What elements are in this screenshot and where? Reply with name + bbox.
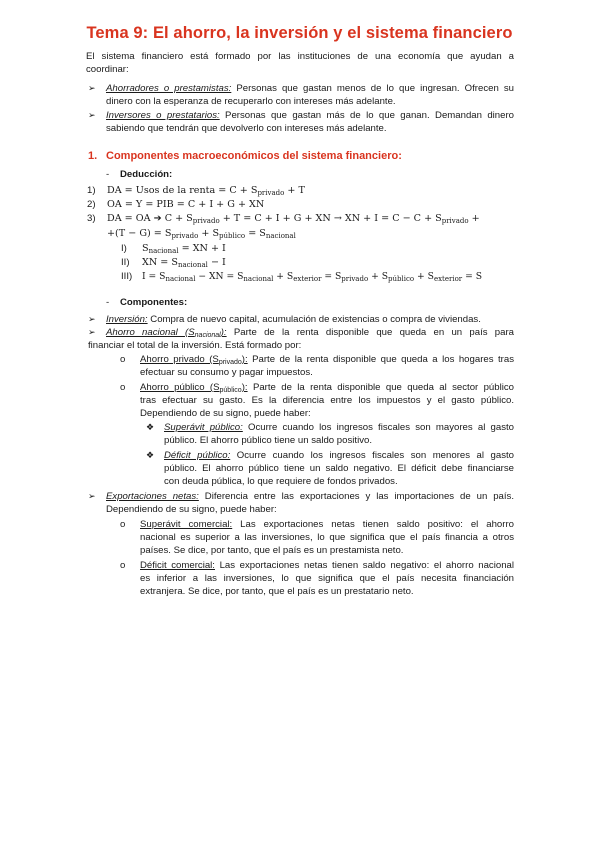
superavit-publico-line-1: Superávit público: Ocurre cuando los ingresos fiscales son mayores al gasto	[164, 422, 514, 433]
ahorro-privado-line-2: efectuar su consumo y pagar impuestos.	[140, 367, 313, 378]
result-3: $I = S_{nacional}$ − XN = $S_{nacional} + S_{exterior} = S_{privado} + S_{público} + S_{exterior} = S$	[142, 271, 482, 283]
deficit-comercial-line-1: Déficit comercial: Las exportaciones netas tienen saldo negativo: el ahorro nacional	[140, 560, 514, 571]
diamond-bullet-icon: ❖	[146, 422, 155, 432]
def-inversores-text: Personas que gastan más de lo que ganan. Demandan dinero	[219, 110, 514, 121]
ahorro-publico-line-1: Ahorro público $(S_{público})$: Parte de la renta disponible que queda al sector público	[140, 382, 514, 394]
page-title: Tema 9: El ahorro, la inversión y el sistema financiero	[86, 24, 513, 42]
equation-number: 1)	[87, 185, 96, 196]
ahorro-nacional-line-2: financiar el total de la inversión. Está formado por:	[88, 340, 302, 351]
exportaciones-line-2: Dependiendo de su signo, puede haber:	[106, 504, 277, 515]
intro-line-1: El sistema financiero está formado por las instituciones de una economía que ayudan a	[86, 51, 514, 62]
roman-number: I)	[121, 243, 127, 254]
intro-line-2: coordinar:	[86, 64, 129, 75]
deficit-publico-line-1: Déficit público: Ocurre cuando los ingresos fiscales son menores al gasto	[164, 450, 515, 461]
def-ahorradores-text: Personas que gastan menos de lo que ingresan. Ofrecen su	[231, 83, 514, 94]
equation-1: DA = Usos de la renta = $C + S_{privado} + T$	[107, 185, 305, 197]
equation-3-continued: $+(T - G) = S_{privado} + S_{público} = S_{nacional}$	[107, 228, 296, 240]
section-title: Componentes macroeconómicos del sistema financiero:	[106, 150, 402, 162]
superavit-comercial-line-3: países. Se dice, por tanto, que el país es un prestamista neto.	[140, 545, 404, 556]
ahorro-privado-line-1: Ahorro privado $(S_{privado})$: Parte de la renta disponible que queda a los hogares tras	[140, 354, 514, 366]
result-2: XN = $S_{nacional} - I$	[142, 257, 226, 269]
ahorro-publico-term: Ahorro público $(S_{público})$:	[140, 382, 248, 394]
equation-number: 2)	[87, 199, 96, 210]
dash-bullet: -	[106, 169, 110, 180]
dash-bullet: -	[106, 297, 110, 308]
def-ahorradores-line-1	[106, 82, 514, 95]
def-inversores-line-1	[106, 109, 514, 122]
circle-bullet-icon: o	[120, 560, 126, 571]
roman-number: III)	[121, 271, 133, 282]
result-1: $S_{nacional}$ = XN + I	[142, 243, 226, 255]
arrow-bullet-icon: ➢	[88, 491, 96, 501]
circle-bullet-icon: o	[120, 519, 126, 530]
diamond-bullet-icon: ❖	[146, 450, 155, 460]
ahorro-publico-line-2: tras efectuar su gasto. Es la diferencia entre los impuestos y el gasto público.	[140, 395, 514, 406]
deduccion-label: Deducción:	[120, 169, 173, 180]
superavit-publico-line-2: público. El ahorro público tiene un saldo positivo.	[164, 435, 372, 446]
arrow-bullet-icon: ➢	[88, 110, 96, 120]
equation-2: OA = Y = PIB = C + I + G + XN	[107, 199, 265, 210]
componentes-label: Componentes:	[120, 297, 188, 308]
circle-bullet-icon: o	[120, 382, 126, 393]
def-ahorradores-term: Ahorradores o prestamistas:	[106, 83, 232, 94]
deficit-comercial-line-2: es inferior a las inversiones, lo que significa que el país necesita financiación	[140, 573, 514, 584]
def-inversores-term: Inversores o prestatarios:	[106, 110, 220, 121]
circle-bullet-icon: o	[120, 354, 126, 365]
ahorro-publico-line-3: Dependiendo de su signo, puede haber:	[140, 408, 311, 419]
roman-number: II)	[121, 257, 130, 268]
ahorro-privado-term: Ahorro privado $(S_{privado})$:	[140, 354, 248, 366]
arrow-right-icon: ➔	[153, 213, 162, 224]
arrow-bullet-icon: ➢	[88, 314, 96, 324]
ahorro-nacional-term: Ahorro nacional $(S_{nacional})$:	[106, 327, 227, 339]
superavit-comercial-line-2: nacional es superior a las inversiones, lo que significa que el país financia a otros	[140, 532, 514, 543]
equation-3: DA = OA ➔ $C + S_{privado} + T = C + I + G$ + XN → XN + $I = C - C + S_{privado}$ +	[107, 213, 480, 225]
ahorro-nacional-line-1: Ahorro nacional $(S_{nacional})$: Parte de la renta disponible que queda en un país para	[106, 327, 514, 339]
inversion-def: Inversión: Compra de nuevo capital, acumulación de existencias o compra de viviendas.	[106, 314, 481, 325]
def-ahorradores-line-2: dinero con la esperanza de recuperarlo con intereses más adelante.	[106, 96, 396, 107]
arrow-bullet-icon: ➢	[88, 327, 96, 337]
deficit-comercial-line-3: extranjera. Se dice, por tanto, que el país es un prestatario neto.	[140, 586, 414, 597]
def-inversores-line-2: sabiendo que tendrán que devolverlo con intereses más adelante.	[106, 123, 387, 134]
equation-number: 3)	[87, 213, 96, 224]
exportaciones-line-1: Exportaciones netas: Diferencia entre las exportaciones y las importaciones de un país.	[106, 491, 514, 502]
arrow-right-icon: →	[333, 213, 342, 224]
superavit-comercial-line-1: Superávit comercial: Las exportaciones netas tienen saldo positivo: el ahorro	[140, 519, 514, 530]
section-number: 1.	[88, 150, 98, 162]
deficit-publico-line-3: con deuda pública, lo que requiere de fondos privados.	[164, 476, 398, 487]
arrow-bullet-icon: ➢	[88, 83, 96, 93]
deficit-publico-line-2: público. El ahorro público tiene un saldo negativo. El déficit debe financiarse	[164, 463, 514, 474]
